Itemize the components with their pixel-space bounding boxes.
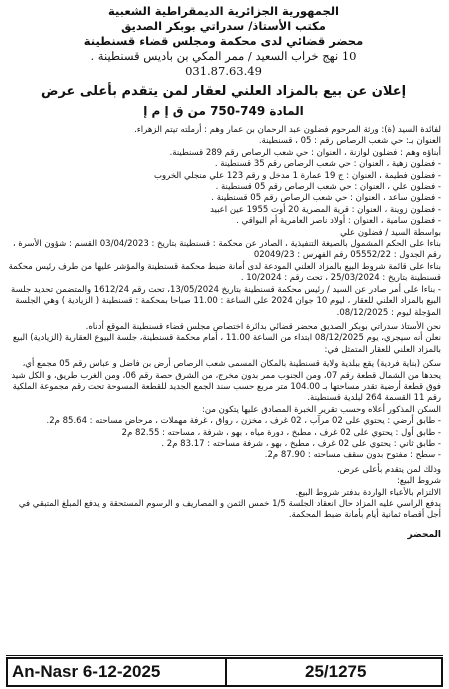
floor-item: - طابق ثاني : يحتوي على 02 غرف ، مطبخ ، بهو ، شرفة مساحته : 83.17 م2 .	[161, 438, 441, 449]
notice-title: إعلان عن بيع بالمزاد العلني لعقار لمن يتقدم بأعلى عرض	[40, 84, 407, 99]
publication-label: An-Nasr 6-12-2025	[12, 662, 161, 681]
court-order: - بناءا على أمر صادر عن السيد / رئيس محكمة قسنطينة بتاريخ 13/05/2024، تحت رقم 1612/24 والمتضمن تحديد جلسة البيع بالمزاد العلني للعقار ، ليوم 10 جوان 2024 على الساعة : 11.00 صباحا بمحكمة : قسنطينة ( الزيادية ) وهي الجلسة المؤجلة ليوم : 08/12/2025.	[11, 284, 441, 318]
floor-item: - طابق أرضي : يحتوي على 02 مرآب ، 02 غرف ، مخزن ، رواق ، غرفة مهملات ، مرحاض مساحته : 85.64 م2.	[46, 416, 441, 427]
notice-number: 25/1275	[305, 662, 367, 681]
office-name: مكتب الأستاذ/ سدراتي بوبكر الصديق	[121, 19, 326, 33]
floor-item: - سطح : مفتوح بدون سقف مساحته : 87.90 م2.	[264, 450, 441, 461]
closing-signature: المحضر	[407, 529, 441, 540]
beneficiary-address: العنوان بـ: حي شعب الرصاص رقم : 05 ، قسنطينة.	[258, 136, 441, 147]
heir-line: - فضلون ساعد ، العنوان : حي شعب الرصاص رقم 05 قسنطينة .	[211, 193, 441, 204]
heir-line: - فضلون زوينة ، العنوان : قرية المصرية 20 أوت 1955 عين اعبيد	[210, 204, 441, 215]
republic-heading: الجمهورية الجزائرية الديمقراطية الشعبية	[107, 4, 339, 18]
heir-line: أبناؤه وهم : فضلون لوازنة ، العنوان : حي شعب الرصاص رقم 289 قسنطينة.	[169, 147, 441, 158]
office-address: 10 نهج خراب السعيد / ممر المكي بن باديس قسنطينة .	[90, 49, 357, 63]
heir-line: - فضلون علي ، العنوان : حي شعب الرصاص رقم 05 قسنطينة .	[215, 182, 441, 193]
publication-footer	[6, 657, 443, 687]
heir-line: - فضلون زهية ، العنوان : حي شعب الرصاص رقم 35 قسنطينة .	[214, 159, 441, 170]
beneficiary-line: لفائدة السيد (ة): ورثة المرحوم فضلون عبد الرحمان بن عمار وهم : أرملته تيتم الزهراء.	[134, 125, 441, 135]
notice-body	[6, 125, 441, 522]
heir-line: - فضلون فطيمة ، العنوان : ج 19 عمارة 1 مدخل و رقم 123 علي منجلي الخروب	[154, 170, 441, 181]
sale-condition: يدفع الراسي عليه المزاد حال انعقاد الجلسة 1/5 خمس الثمن و المصاريف و الرسوم المستحقة و يدفع المبلغ المتبقي في أجل أقصاه ثمانية أيام بأمانة ضبط المحكمة.	[18, 499, 441, 521]
floor-item: - طابق أول : يحتوي على 02 غرف ، مطبخ ، دورة مياه ، بهو ، شرفة ، مساحته : 82.55 م2	[121, 427, 441, 438]
legal-article: المادة 749-750 من ق إ م إ	[143, 104, 304, 118]
highest-bid-line: وذلك لمن يتقدم بأعلى عرض.	[336, 464, 441, 475]
sale-conditions-heading: شروط البيع:	[397, 476, 441, 487]
conditions-reference: بناءا على قائمة شروط البيع بالمزاد العلني المودعة لدى أمانة ضبط محكمة قسنطينة والمؤشر عليها من طرف رئيس محكمة قسنطينة بتاريخ : 25/03/2024 ، تحت رقم : 10/2024 .	[8, 261, 441, 284]
representative-line: بواسطة السيد / فضلون علي	[340, 227, 441, 238]
footer-rule	[6, 655, 443, 656]
bailiff-statement: نحن الأستاذ سدراتي بوبكر الصديق محضر قضائي بدائرة اختصاص مجلس قضاء قسنطينة الموقع أدناه.	[85, 321, 441, 332]
legal-notice-page	[0, 4, 449, 689]
judgment-reference: بناءا على الحكم المشمول بالصيغة التنفيذية ، الصادر عن محكمة : قسنطينة بتاريخ : 03/04/2023 القسم : شؤون الأسرة ، رقم الجدول : 05552/22 رقم الفهرس : 02049/23	[12, 239, 441, 261]
property-description: سكن (بناية فردية) يقع ببلدية ولاية قسنطينة بالمكان المسمى شعب الرصاص أرض بن فاضل و عباس رقم 05 مجمع أي، يحدها من الشمال قطعة رقم 07، ومن الجنوب ممر بدون مخرج، من الشرق حصة رقم 06، ومن الغرب طريق، و الكل شيد فوق قطعة أرضية تقدر مساحتها بـ 104.00 متر مربع حسب سند الجمع الجديد للقطعة المسوحة تحت رقم مجموعة الملكية رقم 11 القسمة 264 لبلدية قسنطينة.	[11, 359, 441, 404]
heir-line: - فضلون سامية ، العنوان : أولاد ناصر العامرية أم البواقي .	[236, 216, 441, 227]
auction-announcement: نعلن أنه سيجري، يوم 08/12/2025 ابتداء من الساعة 11.00 ، أمام محكمة قسنطينة، جلسة البيوع العقارية (الزيادية) البيع بالمزاد العلني للعقار المتمثل في:	[12, 333, 441, 355]
office-phone: 031.87.63.49	[185, 64, 262, 78]
composition-intro: السكن المذكور أعلاه وحسب تقرير الخبرة المصادق عليها يتكون من:	[201, 404, 441, 415]
bailiff-title: محضر قضائي لدى محكمة ومجلس قضاء قسنطينة	[83, 34, 364, 48]
sale-condition: الالتزام بالأعباء الواردة بدفتر شروط البيع.	[295, 487, 441, 498]
